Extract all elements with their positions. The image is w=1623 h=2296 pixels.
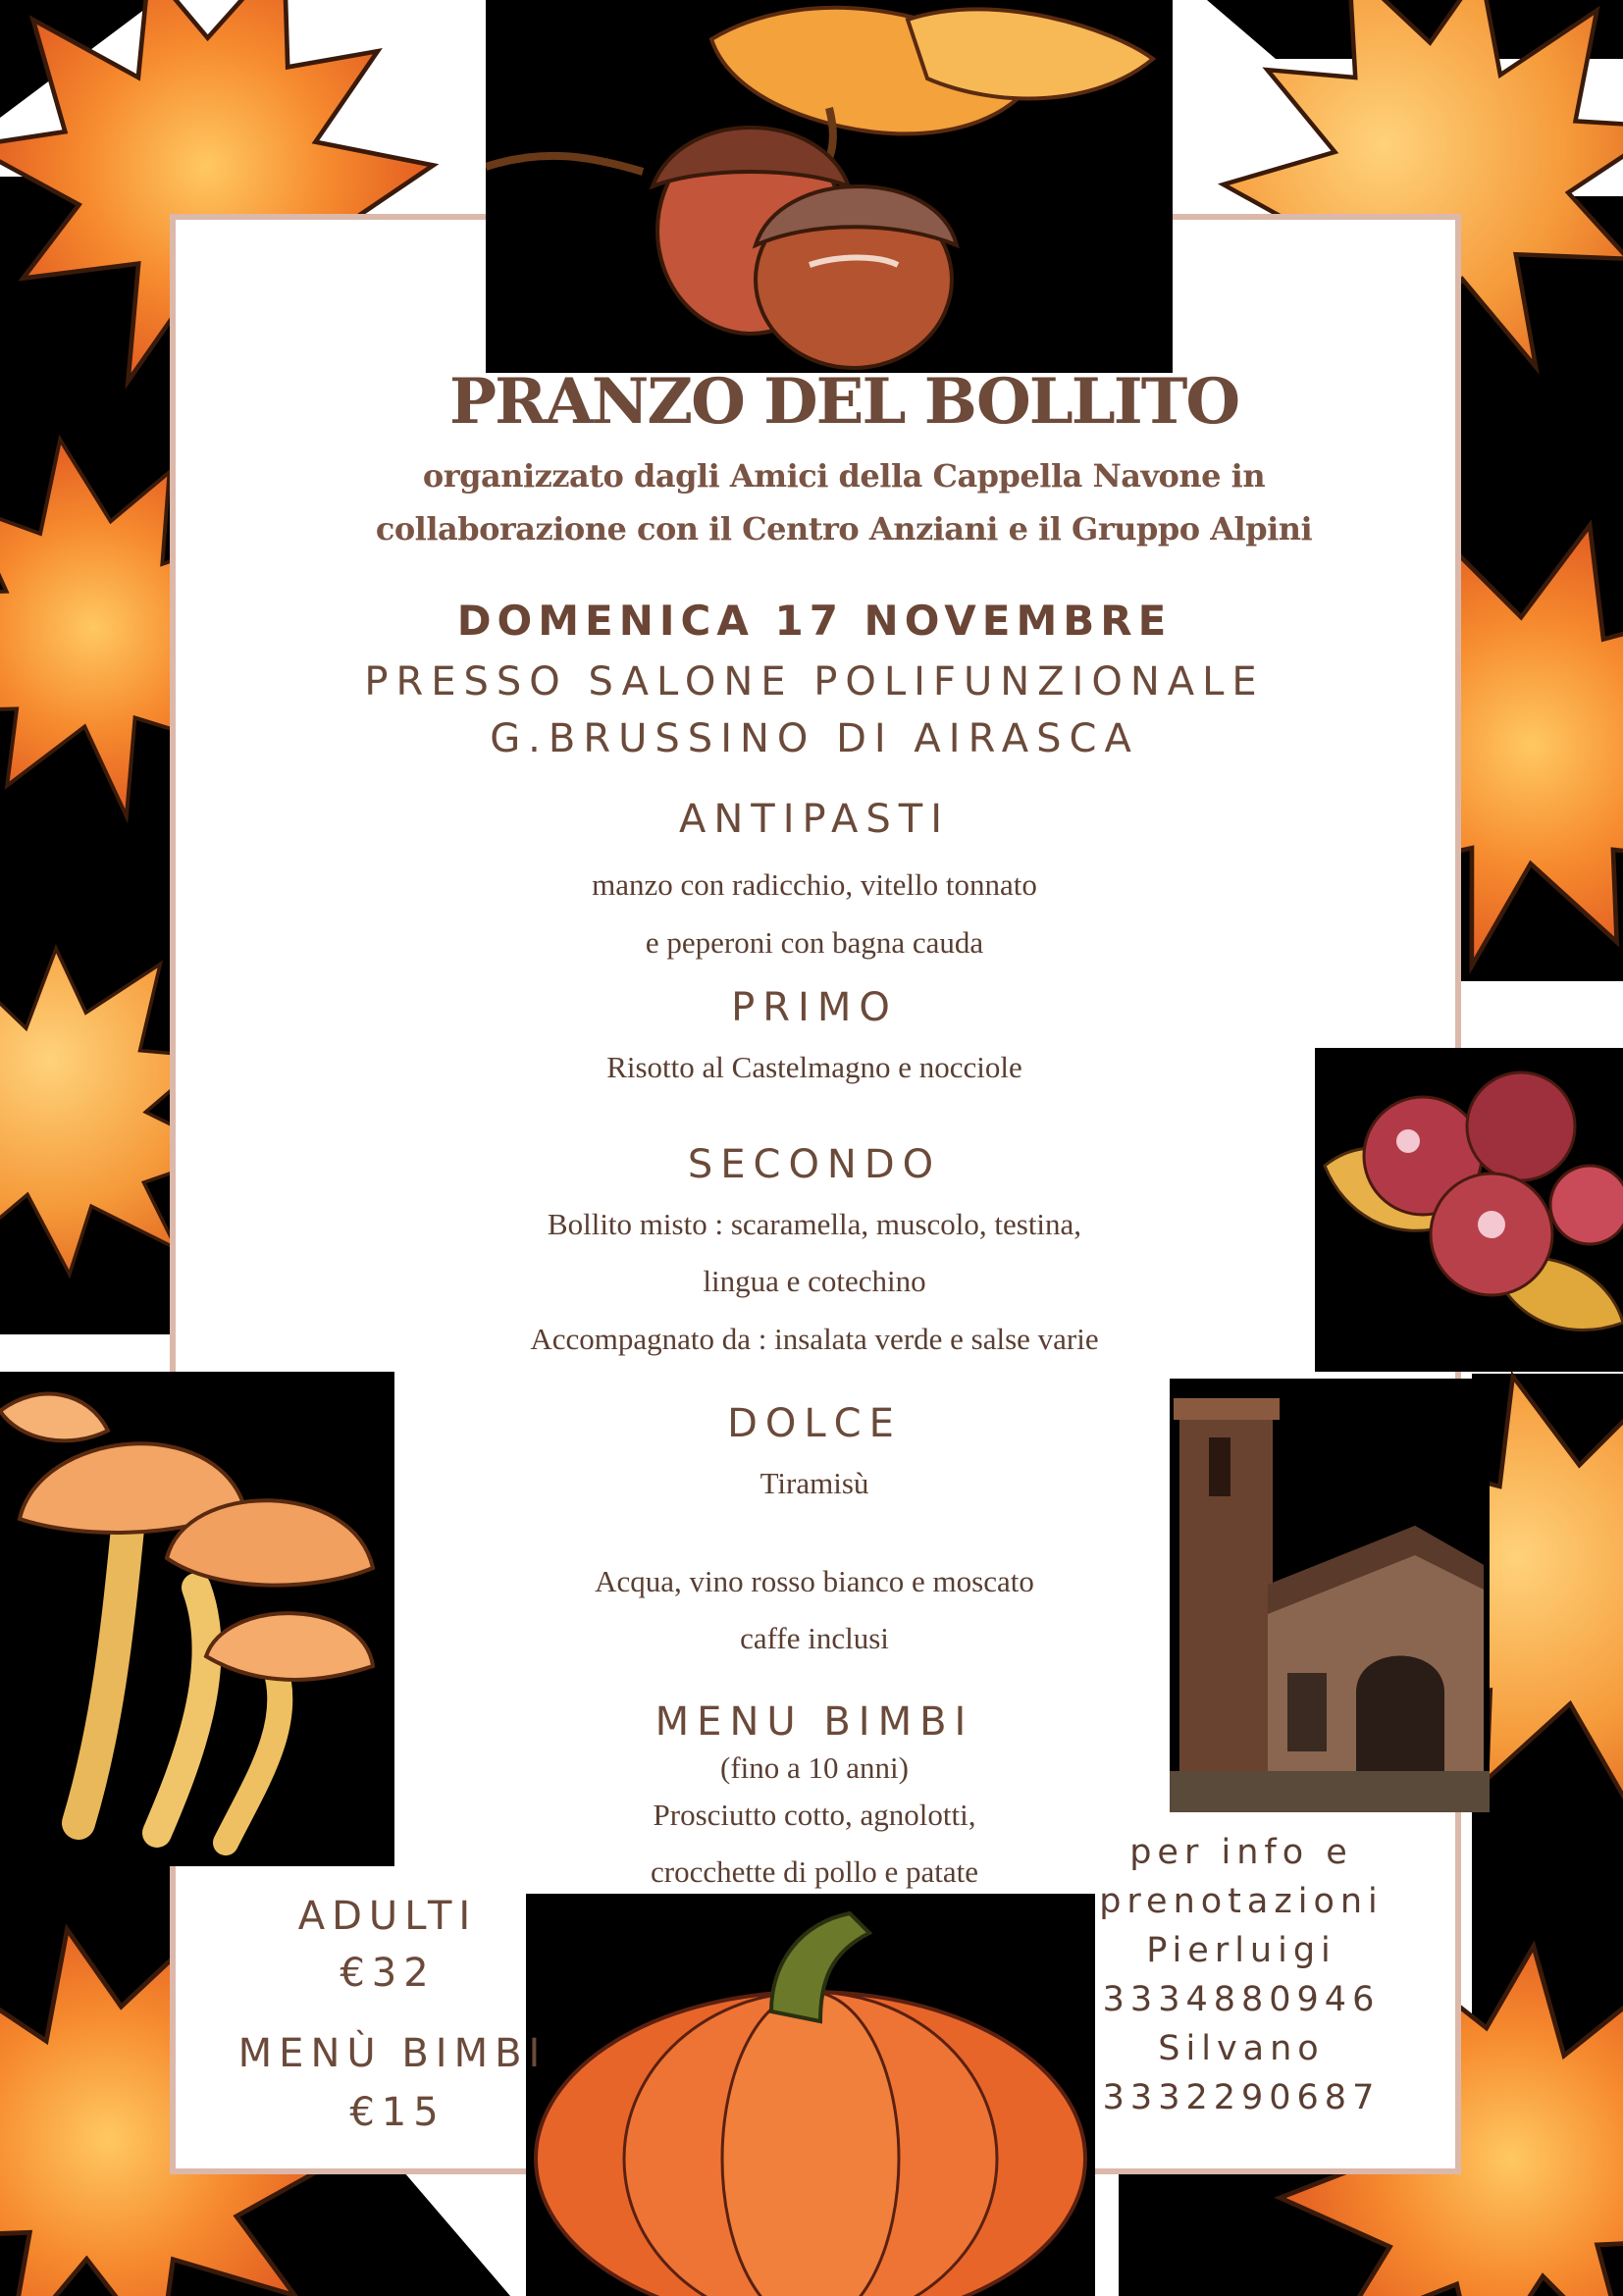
secondo-line-3: Accompagnato da : insalata verde e salse varie	[530, 1322, 1099, 1356]
drinks-line-1: Acqua, vino rosso bianco e moscato	[595, 1564, 1034, 1598]
organizer-line-1: organizzato dagli Amici della Cappella Navone in	[422, 457, 1266, 495]
primo-line-1: Risotto al Castelmagno e nocciole	[606, 1050, 1022, 1084]
contact-info-line-2: prenotazioni	[1099, 1882, 1384, 1921]
bimbi-age-note: (fino a 10 anni)	[720, 1750, 909, 1785]
event-date: DOMENICA 17 NOVEMBRE	[456, 597, 1173, 645]
kids-price-value: €15	[349, 2090, 445, 2135]
bimbi-line-1: Prosciutto cotto, agnolotti,	[653, 1798, 976, 1832]
contact-phone-1: 3334880946	[1102, 1980, 1381, 2019]
event-title: PRANZO DEL BOLLITO	[448, 365, 1239, 439]
contact-info-line-1: per info e	[1129, 1833, 1353, 1872]
section-dolce: DOLCE	[727, 1401, 902, 1446]
section-primo: PRIMO	[731, 985, 898, 1030]
adult-price-value: €32	[340, 1951, 436, 1996]
venue-line-2: G.BRUSSINO DI AIRASCA	[490, 716, 1139, 761]
antipasti-line-1: manzo con radicchio, vitello tonnato	[592, 867, 1037, 902]
organizer-line-2: collaborazione con il Centro Anziani e il Gruppo Alpini	[375, 510, 1313, 548]
drinks-line-2: caffe inclusi	[740, 1621, 889, 1655]
antipasti-line-2: e peperoni con bagna cauda	[645, 925, 984, 960]
secondo-line-2: lingua e cotechino	[703, 1264, 926, 1298]
contact-name-1: Pierluigi	[1146, 1931, 1336, 1970]
mushroom-icon	[0, 1372, 394, 1866]
contact-name-2: Silvano	[1158, 2029, 1325, 2068]
contact-phone-2: 3332290687	[1102, 2078, 1381, 2117]
dolce-line-1: Tiramisù	[759, 1466, 869, 1500]
section-menu-bimbi: MENU BIMBI	[654, 1699, 974, 1745]
acorn-icon	[486, 0, 1173, 373]
bimbi-line-2: crocchette di pollo e patate	[651, 1854, 978, 1889]
adult-price-label: ADULTI	[297, 1894, 478, 1939]
venue-line-1: PRESSO SALONE POLIFUNZIONALE	[364, 659, 1265, 704]
section-antipasti: ANTIPASTI	[678, 797, 951, 842]
kids-price-label: MENÙ BIMBI	[237, 2031, 548, 2076]
secondo-line-1: Bollito misto : scaramella, muscolo, testina,	[547, 1207, 1082, 1241]
section-secondo: SECONDO	[687, 1142, 942, 1187]
pumpkin-icon	[526, 1894, 1095, 2296]
berries-icon	[1315, 1048, 1623, 1372]
